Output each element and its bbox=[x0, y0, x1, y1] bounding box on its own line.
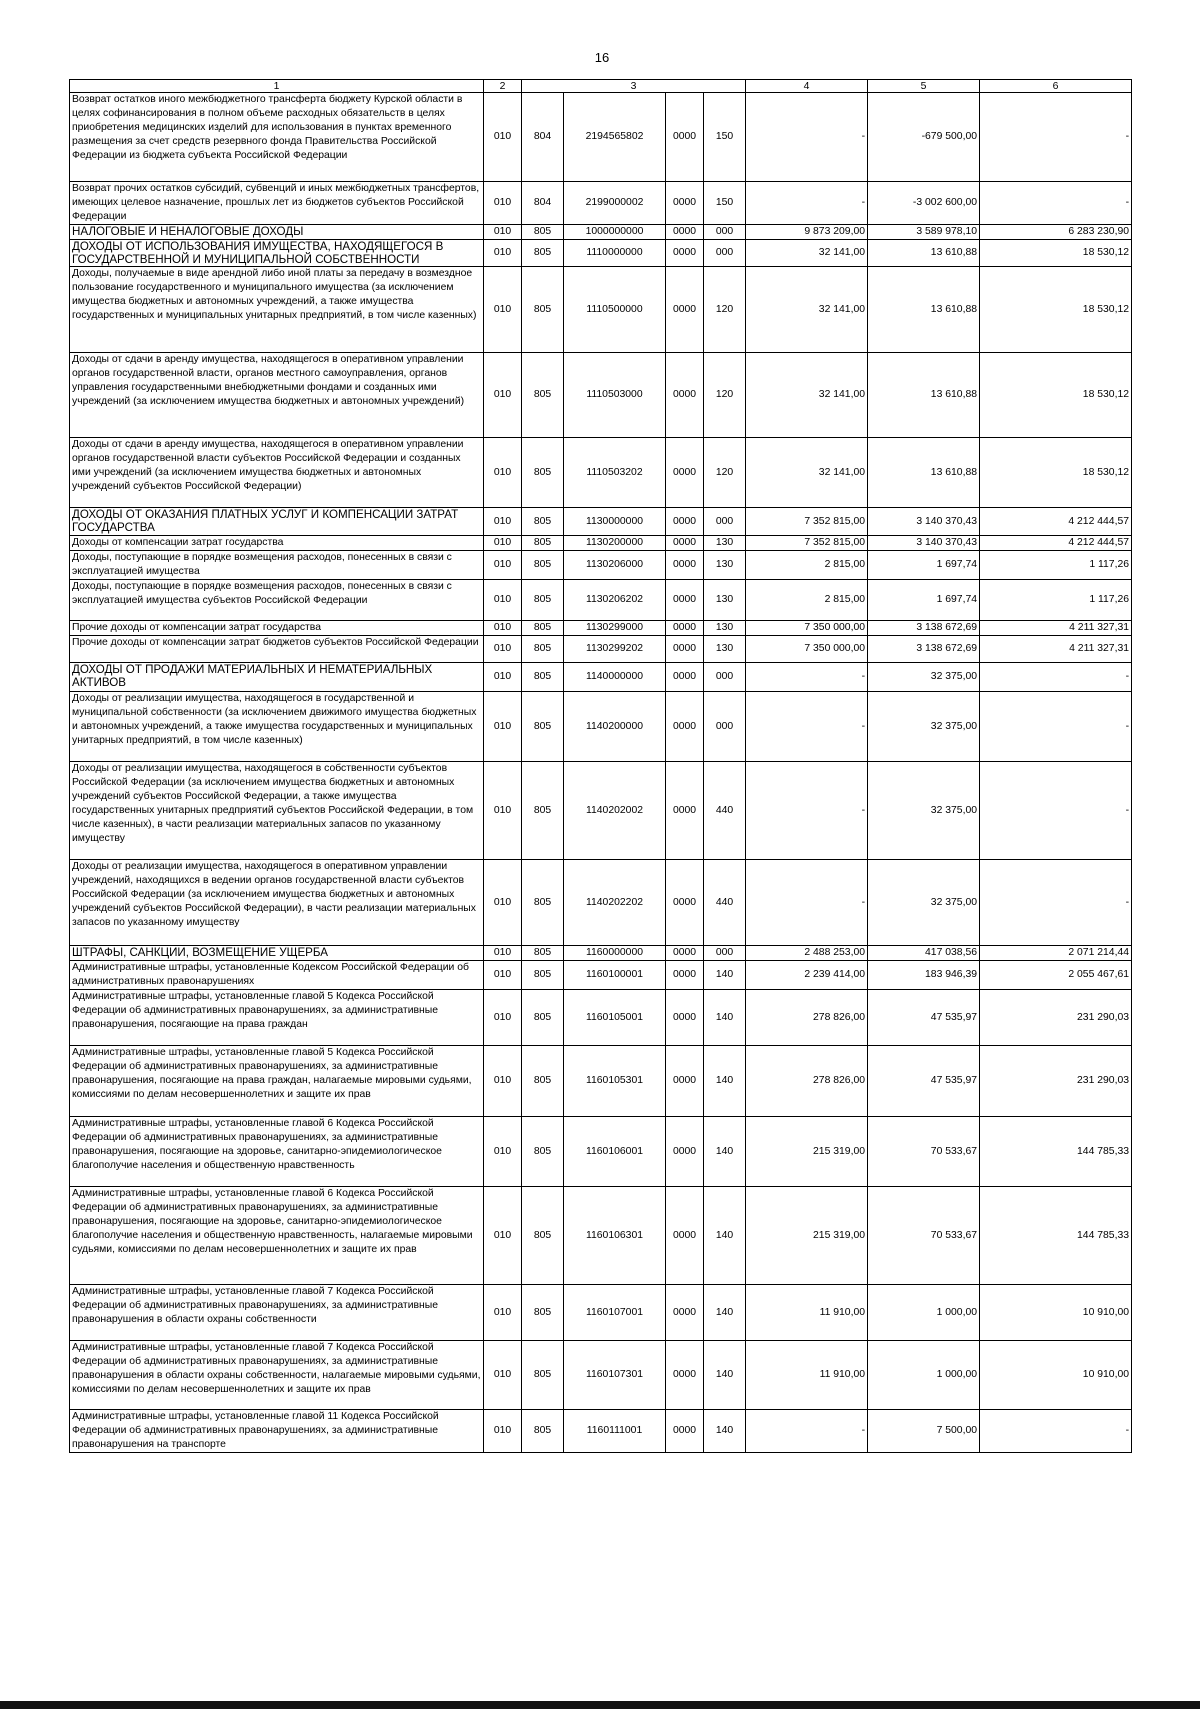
row-code-2: 805 bbox=[522, 946, 564, 961]
budget-table bbox=[69, 79, 1132, 1453]
row-code-3: 1110503000 bbox=[564, 353, 666, 438]
row-code-2: 805 bbox=[522, 990, 564, 1046]
table-row bbox=[70, 508, 1132, 536]
row-code-5: 130 bbox=[704, 621, 746, 636]
row-description: Доходы, получаемые в виде арендной либо иной платы за передачу в возмездное пользование государственного и муниципального имущества (за исключением имущества бюджетных и автономных учреждений, а также имущества государственных и муниципальных унитарных предприятий, в том числе казенных) bbox=[70, 267, 484, 353]
table-row bbox=[70, 762, 1132, 860]
row-code-4: 0000 bbox=[666, 663, 704, 692]
row-code-1: 010 bbox=[484, 636, 522, 663]
row-value-plan: - bbox=[746, 93, 868, 182]
row-code-4: 0000 bbox=[666, 762, 704, 860]
row-value-remaining: 2 055 467,61 bbox=[980, 961, 1132, 990]
row-value-plan: 2 815,00 bbox=[746, 580, 868, 621]
header-col-1: 1 bbox=[70, 80, 484, 93]
row-value-remaining: - bbox=[980, 1410, 1132, 1453]
row-code-2: 805 bbox=[522, 663, 564, 692]
row-value-plan: 32 141,00 bbox=[746, 438, 868, 508]
table-row bbox=[70, 621, 1132, 636]
row-code-1: 010 bbox=[484, 551, 522, 580]
row-code-1: 010 bbox=[484, 1187, 522, 1285]
row-value-plan: 11 910,00 bbox=[746, 1341, 868, 1410]
row-value-plan: 7 352 815,00 bbox=[746, 536, 868, 551]
row-description: Административные штрафы, установленные главой 7 Кодекса Российской Федерации об административных правонарушениях, за административные правонарушения в области охраны собственности, налагаемые мировыми судьями, комиссиями по делам несовершеннолетних и защите их прав bbox=[70, 1341, 484, 1410]
table-row bbox=[70, 1187, 1132, 1285]
row-code-4: 0000 bbox=[666, 536, 704, 551]
table-row bbox=[70, 692, 1132, 762]
row-code-4: 0000 bbox=[666, 508, 704, 536]
row-value-plan: 215 319,00 bbox=[746, 1117, 868, 1187]
row-value-remaining: - bbox=[980, 93, 1132, 182]
row-code-2: 805 bbox=[522, 762, 564, 860]
row-code-1: 010 bbox=[484, 1046, 522, 1117]
row-value-plan: 215 319,00 bbox=[746, 1187, 868, 1285]
row-description: Доходы от реализации имущества, находящегося в собственности субъектов Российской Федерации (за исключением имущества бюджетных и автономных учреждений субъектов Российской Федерации, а также имущества государственных унитарных предприятий субъектов Российской Федерации, в том числе казенных), в части реализации материальных запасов по указанному имуществу bbox=[70, 762, 484, 860]
row-code-4: 0000 bbox=[666, 225, 704, 240]
row-code-1: 010 bbox=[484, 353, 522, 438]
row-code-3: 1160100001 bbox=[564, 961, 666, 990]
header-col-2: 2 bbox=[484, 80, 522, 93]
row-code-2: 805 bbox=[522, 636, 564, 663]
table-row bbox=[70, 1117, 1132, 1187]
row-description: Доходы от реализации имущества, находящегося в оперативном управлении учреждений, находящихся в ведении органов государственной власти субъектов Российской Федерации (за исключением имущества бюджетных и автономных учреждений субъектов Российской Федерации), в части реализации материальных запасов по указанному имуществу bbox=[70, 860, 484, 946]
row-code-3: 1140202002 bbox=[564, 762, 666, 860]
row-code-5: 150 bbox=[704, 182, 746, 225]
table-row bbox=[70, 1285, 1132, 1341]
table-row bbox=[70, 580, 1132, 621]
row-description: Доходы от реализации имущества, находящегося в государственной и муниципальной собственности (за исключением движимого имущества бюджетных и автономных учреждений, а также имущества государственных и муниципальных унитарных предприятий, в том числе казенных) bbox=[70, 692, 484, 762]
row-code-5: 440 bbox=[704, 860, 746, 946]
row-value-plan: - bbox=[746, 762, 868, 860]
row-value-remaining: 10 910,00 bbox=[980, 1285, 1132, 1341]
row-code-4: 0000 bbox=[666, 438, 704, 508]
row-code-2: 805 bbox=[522, 580, 564, 621]
row-value-plan: 2 815,00 bbox=[746, 551, 868, 580]
row-code-1: 010 bbox=[484, 1341, 522, 1410]
row-code-2: 805 bbox=[522, 1117, 564, 1187]
row-value-actual: 32 375,00 bbox=[868, 663, 980, 692]
row-code-3: 1160105301 bbox=[564, 1046, 666, 1117]
row-value-plan: - bbox=[746, 663, 868, 692]
row-code-5: 000 bbox=[704, 663, 746, 692]
row-value-remaining: 4 212 444,57 bbox=[980, 508, 1132, 536]
table-row bbox=[70, 961, 1132, 990]
table-row bbox=[70, 990, 1132, 1046]
table-row bbox=[70, 267, 1132, 353]
row-code-5: 140 bbox=[704, 990, 746, 1046]
row-code-4: 0000 bbox=[666, 946, 704, 961]
row-code-2: 805 bbox=[522, 438, 564, 508]
row-value-actual: 13 610,88 bbox=[868, 353, 980, 438]
row-code-3: 1130299202 bbox=[564, 636, 666, 663]
row-value-plan: 32 141,00 bbox=[746, 240, 868, 267]
row-value-plan: 278 826,00 bbox=[746, 990, 868, 1046]
row-description: ДОХОДЫ ОТ ОКАЗАНИЯ ПЛАТНЫХ УСЛУГ И КОМПЕНСАЦИИ ЗАТРАТ ГОСУДАРСТВА bbox=[70, 508, 484, 536]
row-description: ДОХОДЫ ОТ ИСПОЛЬЗОВАНИЯ ИМУЩЕСТВА, НАХОДЯЩЕГОСЯ В ГОСУДАРСТВЕННОЙ И МУНИЦИПАЛЬНОЙ СОБСТВЕННОСТИ bbox=[70, 240, 484, 267]
row-value-remaining: 18 530,12 bbox=[980, 438, 1132, 508]
row-code-4: 0000 bbox=[666, 353, 704, 438]
row-code-1: 010 bbox=[484, 182, 522, 225]
row-code-4: 0000 bbox=[666, 961, 704, 990]
row-value-plan: - bbox=[746, 1410, 868, 1453]
row-code-3: 1160106301 bbox=[564, 1187, 666, 1285]
row-value-remaining: 2 071 214,44 bbox=[980, 946, 1132, 961]
row-code-3: 1160107301 bbox=[564, 1341, 666, 1410]
row-code-4: 0000 bbox=[666, 267, 704, 353]
row-code-4: 0000 bbox=[666, 1117, 704, 1187]
row-code-4: 0000 bbox=[666, 990, 704, 1046]
row-value-remaining: 144 785,33 bbox=[980, 1117, 1132, 1187]
row-code-5: 140 bbox=[704, 1117, 746, 1187]
row-code-1: 010 bbox=[484, 508, 522, 536]
row-code-5: 440 bbox=[704, 762, 746, 860]
row-code-4: 0000 bbox=[666, 1046, 704, 1117]
row-description: Административные штрафы, установленные главой 5 Кодекса Российской Федерации об административных правонарушениях, за административные правонарушения, посягающие на права граждан, налагаемые мировыми судьями, комиссиями по делам несовершеннолетних и защите их прав bbox=[70, 1046, 484, 1117]
row-value-remaining: 1 117,26 bbox=[980, 551, 1132, 580]
table-row bbox=[70, 663, 1132, 692]
row-value-plan: 7 350 000,00 bbox=[746, 621, 868, 636]
row-value-actual: 47 535,97 bbox=[868, 1046, 980, 1117]
table-row bbox=[70, 225, 1132, 240]
row-code-2: 805 bbox=[522, 267, 564, 353]
row-value-plan: - bbox=[746, 692, 868, 762]
row-code-1: 010 bbox=[484, 536, 522, 551]
row-code-2: 804 bbox=[522, 182, 564, 225]
row-value-remaining: 10 910,00 bbox=[980, 1341, 1132, 1410]
row-code-3: 1160106001 bbox=[564, 1117, 666, 1187]
row-description: Административные штрафы, установленные главой 5 Кодекса Российской Федерации об административных правонарушениях, за административные правонарушения, посягающие на права граждан bbox=[70, 990, 484, 1046]
row-value-plan: 278 826,00 bbox=[746, 1046, 868, 1117]
row-code-1: 010 bbox=[484, 225, 522, 240]
row-code-5: 140 bbox=[704, 1046, 746, 1117]
row-code-4: 0000 bbox=[666, 580, 704, 621]
row-value-actual: -3 002 600,00 bbox=[868, 182, 980, 225]
row-code-1: 010 bbox=[484, 860, 522, 946]
row-code-3: 1110000000 bbox=[564, 240, 666, 267]
row-code-1: 010 bbox=[484, 240, 522, 267]
row-code-3: 1140000000 bbox=[564, 663, 666, 692]
row-description: Доходы от компенсации затрат государства bbox=[70, 536, 484, 551]
row-code-2: 805 bbox=[522, 1285, 564, 1341]
table-row bbox=[70, 438, 1132, 508]
row-value-remaining: 1 117,26 bbox=[980, 580, 1132, 621]
row-code-4: 0000 bbox=[666, 1285, 704, 1341]
header-col-6: 6 bbox=[980, 80, 1132, 93]
row-value-actual: 13 610,88 bbox=[868, 438, 980, 508]
row-code-3: 1130000000 bbox=[564, 508, 666, 536]
page-number: 16 bbox=[594, 50, 610, 65]
row-code-2: 805 bbox=[522, 1341, 564, 1410]
row-code-5: 000 bbox=[704, 225, 746, 240]
row-code-5: 120 bbox=[704, 267, 746, 353]
row-code-2: 805 bbox=[522, 536, 564, 551]
row-code-1: 010 bbox=[484, 1410, 522, 1453]
row-value-plan: - bbox=[746, 182, 868, 225]
row-code-2: 805 bbox=[522, 1187, 564, 1285]
row-description: НАЛОГОВЫЕ И НЕНАЛОГОВЫЕ ДОХОДЫ bbox=[70, 225, 484, 240]
table-row bbox=[70, 1410, 1132, 1453]
row-value-actual: -679 500,00 bbox=[868, 93, 980, 182]
row-code-4: 0000 bbox=[666, 1187, 704, 1285]
header-row bbox=[70, 80, 1132, 93]
row-code-1: 010 bbox=[484, 762, 522, 860]
row-code-3: 2194565802 bbox=[564, 93, 666, 182]
row-value-actual: 32 375,00 bbox=[868, 692, 980, 762]
row-code-3: 1130299000 bbox=[564, 621, 666, 636]
row-description: Административные штрафы, установленные главой 6 Кодекса Российской Федерации об административных правонарушениях, за административные правонарушения, посягающие на здоровье, санитарно-эпидемиологическое благополучие населения и общественную нравственность, налагаемые мировыми судьями, комиссиями по делам несовершеннолетних и защите их прав bbox=[70, 1187, 484, 1285]
row-code-3: 1160111001 bbox=[564, 1410, 666, 1453]
row-value-remaining: 6 283 230,90 bbox=[980, 225, 1132, 240]
row-value-remaining: 231 290,03 bbox=[980, 1046, 1132, 1117]
row-code-4: 0000 bbox=[666, 240, 704, 267]
table-row bbox=[70, 1046, 1132, 1117]
row-code-2: 805 bbox=[522, 621, 564, 636]
table-row bbox=[70, 93, 1132, 182]
scan-edge-bar bbox=[0, 1701, 1200, 1709]
row-code-2: 805 bbox=[522, 353, 564, 438]
row-code-1: 010 bbox=[484, 663, 522, 692]
row-value-remaining: - bbox=[980, 692, 1132, 762]
row-code-5: 120 bbox=[704, 438, 746, 508]
row-value-plan: 11 910,00 bbox=[746, 1285, 868, 1341]
row-description: Доходы от сдачи в аренду имущества, находящегося в оперативном управлении органов государственной власти, органов местного самоуправления, органов управления государственными внебюджетными фондами и созданных ими учреждений (за исключением имущества бюджетных и автономных учреждений) bbox=[70, 353, 484, 438]
row-value-remaining: 4 212 444,57 bbox=[980, 536, 1132, 551]
row-code-4: 0000 bbox=[666, 636, 704, 663]
row-code-2: 805 bbox=[522, 508, 564, 536]
row-value-actual: 47 535,97 bbox=[868, 990, 980, 1046]
row-value-actual: 3 138 672,69 bbox=[868, 621, 980, 636]
row-code-3: 1160107001 bbox=[564, 1285, 666, 1341]
row-description: ДОХОДЫ ОТ ПРОДАЖИ МАТЕРИАЛЬНЫХ И НЕМАТЕРИАЛЬНЫХ АКТИВОВ bbox=[70, 663, 484, 692]
row-code-5: 140 bbox=[704, 1410, 746, 1453]
row-value-remaining: - bbox=[980, 860, 1132, 946]
row-description: Возврат остатков иного межбюджетного трансферта бюджету Курской области в целях софинансирования в полном объеме расходных обязательств в целях приобретения медицинских изделий для использования в пунктах временного размещения за счет средств резервного фонда Правительства Российской Федерации из бюджета субъекта Российской Федерации bbox=[70, 93, 484, 182]
row-code-2: 805 bbox=[522, 1410, 564, 1453]
row-description: Доходы, поступающие в порядке возмещения расходов, понесенных в связи с эксплуатацией имущества субъектов Российской Федерации bbox=[70, 580, 484, 621]
row-value-actual: 13 610,88 bbox=[868, 240, 980, 267]
row-value-remaining: 18 530,12 bbox=[980, 240, 1132, 267]
row-code-4: 0000 bbox=[666, 860, 704, 946]
row-value-plan: 7 350 000,00 bbox=[746, 636, 868, 663]
row-value-actual: 13 610,88 bbox=[868, 267, 980, 353]
row-code-4: 0000 bbox=[666, 1410, 704, 1453]
row-code-5: 130 bbox=[704, 536, 746, 551]
row-code-2: 804 bbox=[522, 93, 564, 182]
row-code-1: 010 bbox=[484, 438, 522, 508]
row-description: Прочие доходы от компенсации затрат государства bbox=[70, 621, 484, 636]
row-code-3: 1160105001 bbox=[564, 990, 666, 1046]
row-code-5: 000 bbox=[704, 508, 746, 536]
row-code-3: 1160000000 bbox=[564, 946, 666, 961]
row-value-actual: 7 500,00 bbox=[868, 1410, 980, 1453]
table-row bbox=[70, 536, 1132, 551]
row-value-remaining: - bbox=[980, 762, 1132, 860]
row-value-actual: 1 697,74 bbox=[868, 580, 980, 621]
row-code-3: 2199000002 bbox=[564, 182, 666, 225]
row-code-5: 130 bbox=[704, 551, 746, 580]
row-code-5: 000 bbox=[704, 240, 746, 267]
row-value-actual: 3 140 370,43 bbox=[868, 536, 980, 551]
row-code-1: 010 bbox=[484, 93, 522, 182]
table-row bbox=[70, 551, 1132, 580]
row-value-actual: 3 138 672,69 bbox=[868, 636, 980, 663]
row-value-actual: 32 375,00 bbox=[868, 762, 980, 860]
row-code-1: 010 bbox=[484, 990, 522, 1046]
row-code-2: 805 bbox=[522, 860, 564, 946]
row-code-3: 1140200000 bbox=[564, 692, 666, 762]
row-code-1: 010 bbox=[484, 1117, 522, 1187]
row-description: Административные штрафы, установленные главой 6 Кодекса Российской Федерации об административных правонарушениях, за административные правонарушения, посягающие на здоровье, санитарно-эпидемиологическое благополучие населения и общественную нравственность bbox=[70, 1117, 484, 1187]
row-code-2: 805 bbox=[522, 1046, 564, 1117]
row-description: Административные штрафы, установленные Кодексом Российской Федерации об административных правонарушениях bbox=[70, 961, 484, 990]
row-value-plan: - bbox=[746, 860, 868, 946]
row-value-actual: 183 946,39 bbox=[868, 961, 980, 990]
table-row bbox=[70, 1341, 1132, 1410]
header-col-4: 4 bbox=[746, 80, 868, 93]
row-value-remaining: 18 530,12 bbox=[980, 353, 1132, 438]
row-value-remaining: - bbox=[980, 182, 1132, 225]
row-value-actual: 1 000,00 bbox=[868, 1341, 980, 1410]
row-code-5: 130 bbox=[704, 580, 746, 621]
row-code-1: 010 bbox=[484, 621, 522, 636]
header-col-3: 3 bbox=[522, 80, 746, 93]
row-code-3: 1140202202 bbox=[564, 860, 666, 946]
row-code-2: 805 bbox=[522, 240, 564, 267]
row-value-remaining: 231 290,03 bbox=[980, 990, 1132, 1046]
row-value-actual: 70 533,67 bbox=[868, 1187, 980, 1285]
row-code-5: 000 bbox=[704, 692, 746, 762]
row-code-4: 0000 bbox=[666, 93, 704, 182]
row-value-plan: 32 141,00 bbox=[746, 267, 868, 353]
row-code-2: 805 bbox=[522, 692, 564, 762]
row-code-5: 140 bbox=[704, 1285, 746, 1341]
row-code-4: 0000 bbox=[666, 182, 704, 225]
row-code-3: 1130200000 bbox=[564, 536, 666, 551]
row-description: Административные штрафы, установленные главой 11 Кодекса Российской Федерации об административных правонарушениях, за административные правонарушения на транспорте bbox=[70, 1410, 484, 1453]
row-value-actual: 70 533,67 bbox=[868, 1117, 980, 1187]
row-description: Возврат прочих остатков субсидий, субвенций и иных межбюджетных трансфертов, имеющих целевое назначение, прошлых лет из бюджетов субъектов Российской Федерации bbox=[70, 182, 484, 225]
row-code-5: 120 bbox=[704, 353, 746, 438]
row-value-plan: 32 141,00 bbox=[746, 353, 868, 438]
row-code-3: 1130206202 bbox=[564, 580, 666, 621]
table-row bbox=[70, 860, 1132, 946]
row-code-5: 140 bbox=[704, 961, 746, 990]
row-code-5: 140 bbox=[704, 1187, 746, 1285]
table-row bbox=[70, 636, 1132, 663]
row-description: Административные штрафы, установленные главой 7 Кодекса Российской Федерации об административных правонарушениях, за административные правонарушения в области охраны собственности bbox=[70, 1285, 484, 1341]
row-code-2: 805 bbox=[522, 961, 564, 990]
row-code-5: 000 bbox=[704, 946, 746, 961]
table-row bbox=[70, 946, 1132, 961]
row-description: Доходы, поступающие в порядке возмещения расходов, понесенных в связи с эксплуатацией имущества bbox=[70, 551, 484, 580]
row-code-5: 130 bbox=[704, 636, 746, 663]
row-value-remaining: 18 530,12 bbox=[980, 267, 1132, 353]
row-code-4: 0000 bbox=[666, 621, 704, 636]
row-code-4: 0000 bbox=[666, 692, 704, 762]
row-value-actual: 1 697,74 bbox=[868, 551, 980, 580]
row-value-plan: 2 239 414,00 bbox=[746, 961, 868, 990]
row-code-1: 010 bbox=[484, 961, 522, 990]
row-code-2: 805 bbox=[522, 551, 564, 580]
row-code-1: 010 bbox=[484, 946, 522, 961]
table-row bbox=[70, 353, 1132, 438]
row-value-remaining: 4 211 327,31 bbox=[980, 621, 1132, 636]
table-row bbox=[70, 182, 1132, 225]
row-code-2: 805 bbox=[522, 225, 564, 240]
row-description: ШТРАФЫ, САНКЦИИ, ВОЗМЕЩЕНИЕ УЩЕРБА bbox=[70, 946, 484, 961]
row-code-1: 010 bbox=[484, 692, 522, 762]
row-value-remaining: - bbox=[980, 663, 1132, 692]
row-code-3: 1130206000 bbox=[564, 551, 666, 580]
row-code-3: 1000000000 bbox=[564, 225, 666, 240]
row-code-1: 010 bbox=[484, 267, 522, 353]
row-value-plan: 7 352 815,00 bbox=[746, 508, 868, 536]
row-value-plan: 2 488 253,00 bbox=[746, 946, 868, 961]
row-value-plan: 9 873 209,00 bbox=[746, 225, 868, 240]
table-body bbox=[70, 93, 1132, 1453]
row-code-4: 0000 bbox=[666, 551, 704, 580]
row-code-5: 140 bbox=[704, 1341, 746, 1410]
row-value-actual: 417 038,56 bbox=[868, 946, 980, 961]
row-value-actual: 3 140 370,43 bbox=[868, 508, 980, 536]
row-code-4: 0000 bbox=[666, 1341, 704, 1410]
table-row bbox=[70, 240, 1132, 267]
row-value-remaining: 144 785,33 bbox=[980, 1187, 1132, 1285]
row-code-1: 010 bbox=[484, 580, 522, 621]
header-col-5: 5 bbox=[868, 80, 980, 93]
row-value-actual: 3 589 978,10 bbox=[868, 225, 980, 240]
row-code-1: 010 bbox=[484, 1285, 522, 1341]
row-description: Прочие доходы от компенсации затрат бюджетов субъектов Российской Федерации bbox=[70, 636, 484, 663]
row-value-remaining: 4 211 327,31 bbox=[980, 636, 1132, 663]
row-code-5: 150 bbox=[704, 93, 746, 182]
row-value-actual: 1 000,00 bbox=[868, 1285, 980, 1341]
row-code-3: 1110500000 bbox=[564, 267, 666, 353]
row-description: Доходы от сдачи в аренду имущества, находящегося в оперативном управлении органов государственной власти субъектов Российской Федерации и созданных ими учреждений (за исключением имущества бюджетных и автономных учреждений субъектов Российской Федерации) bbox=[70, 438, 484, 508]
row-code-3: 1110503202 bbox=[564, 438, 666, 508]
row-value-actual: 32 375,00 bbox=[868, 860, 980, 946]
